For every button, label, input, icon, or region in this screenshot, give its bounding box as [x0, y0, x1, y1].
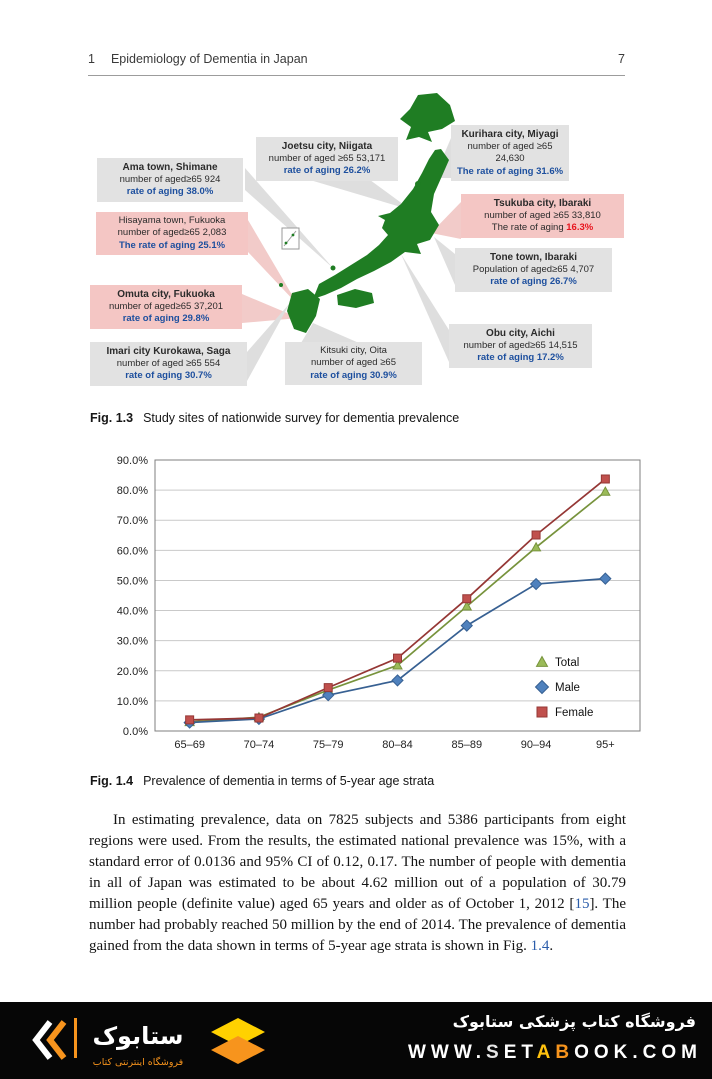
chapter-number: 1 [88, 52, 95, 66]
footer-url-letter: O [574, 1042, 594, 1063]
svg-text:80.0%: 80.0% [116, 485, 148, 498]
footer-watermark-bar [0, 1002, 712, 1079]
svg-text:40.0%: 40.0% [116, 605, 148, 618]
map-callout-obu-city [449, 324, 592, 368]
svg-text:50.0%: 50.0% [116, 575, 148, 588]
figure-1-3-caption [90, 411, 630, 425]
callout-line: number of aged≥65 2,083 [117, 227, 227, 239]
islands-inset-box [282, 228, 299, 249]
svg-text:95+: 95+ [596, 739, 615, 751]
footer-url-letter: . [475, 1042, 487, 1063]
footer-url-letter: W [430, 1042, 454, 1063]
footer-url-letter: B [555, 1042, 575, 1063]
svg-text:Female: Female [555, 707, 594, 719]
callout-line: number of aged ≥65 554 [116, 358, 221, 369]
callout-line: number of aged ≥65 [311, 357, 396, 369]
callout-rate: rate of aging 38.0% [126, 186, 214, 198]
callout-title: Obu city, Aichi [486, 328, 555, 339]
callout-title: Tone town, Ibaraki [489, 252, 578, 263]
svg-text:30.0%: 30.0% [116, 635, 148, 648]
callout-title: Kurihara city, Miyagi [461, 129, 559, 140]
prevalence-chart-svg [98, 450, 646, 754]
callout-title: Kitsuki city, Oita [320, 345, 387, 356]
map-callout-imari-city [90, 342, 247, 386]
paragraph-text: . [549, 938, 554, 954]
figure-caption-text: Study sites of nationwide survey for dementia prevalence [143, 411, 460, 425]
citation-link[interactable]: 1.4 [530, 938, 550, 954]
paragraph-text: ]. The number had probably reached 50 million by the end of 2014. The prevalence of dementia gained from the data shown in terms of 5-year age strata is shown in Fig. [89, 896, 627, 954]
callout-rate: rate of aging 17.2% [477, 352, 564, 364]
callout-title: Tsukuba city, Ibaraki [493, 198, 592, 209]
svg-text:20.0%: 20.0% [116, 665, 148, 678]
figure-label: Fig. 1.4 [90, 774, 134, 788]
footer-url-letter: M [681, 1042, 702, 1063]
footer-tagline: فروشگاه کتاب پزشکی ستابوک [452, 1012, 696, 1031]
map-callout-kurihara-city [451, 125, 569, 181]
callout-line: number of aged ≥65 53,171 [268, 153, 386, 164]
callout-rate: rate of aging 29.8% [122, 313, 210, 325]
svg-text:0.0%: 0.0% [122, 726, 148, 738]
callout-title: Omuta city, Fukuoka [117, 289, 215, 300]
footer-url-letter: S [486, 1042, 504, 1063]
logo-subtitle: فروشگاه اینترنتی کتاب [92, 1057, 184, 1068]
callout-rate: The rate of aging 16.3% [491, 222, 594, 234]
map-callout-joetsu-city [256, 137, 398, 181]
logo-title: ستابوک [92, 1022, 184, 1050]
callout-line: number of aged ≥65 33,810 [484, 210, 601, 221]
chapter-title: Epidemiology of Dementia in Japan [110, 52, 308, 66]
citation-link[interactable]: 15 [574, 896, 590, 912]
body-paragraph [89, 810, 626, 957]
svg-text:70.0%: 70.0% [116, 515, 148, 528]
map-callout-kitsuki-city [285, 342, 422, 385]
map-callout-hisayama-town [96, 212, 248, 255]
logo-chevron-icon [50, 1022, 64, 1058]
figure-1-3-map [85, 92, 633, 412]
callout-line: number of aged≥65 37,201 [108, 301, 224, 312]
page-header [88, 52, 625, 76]
map-callout-omuta-city [90, 285, 242, 329]
footer-url-letter: W [407, 1042, 431, 1063]
oki-islands [331, 266, 336, 271]
svg-text:Male: Male [555, 682, 580, 694]
footer-url-letter: O [593, 1042, 614, 1063]
hokkaido [400, 93, 455, 142]
figure-label: Fig. 1.3 [90, 411, 134, 425]
page-number: 7 [618, 52, 625, 66]
figure-caption-text: Prevalence of dementia in terms of 5-year age strata [143, 774, 435, 788]
svg-text:90.0%: 90.0% [116, 455, 148, 467]
callout-line: number of aged≥65 924 [119, 174, 221, 185]
logo-emblem-icon [211, 1036, 265, 1064]
callout-rate: rate of aging 26.2% [283, 165, 371, 177]
callout-line: 24,630 [495, 153, 525, 165]
paragraph-text: In estimating prevalence, data on 7825 subjects and 5386 participants from eight regions were used. From the results, the estimated national prevalence was 15%, with a standard error of 0.0136 and 95% CI of 0.12, 0.17. The number of people with dementia in all of Japan was estimated to be about 4.62 million out of a population of 30.79 million people (definite value) aged 65 years and older as of October 1, 2012 [ [89, 812, 626, 912]
svg-text:85–89: 85–89 [451, 739, 483, 751]
footer-url-letter: T [521, 1042, 537, 1063]
map-callout-tone-town [455, 248, 612, 292]
footer-url-letter: K [613, 1042, 633, 1063]
svg-text:90–94: 90–94 [520, 739, 552, 751]
footer-url-letter: C [642, 1042, 662, 1063]
svg-text:70–74: 70–74 [243, 739, 275, 751]
figure-1-4-chart [98, 450, 646, 754]
callout-rate: The rate of aging 25.1% [118, 239, 226, 251]
svg-text:65–69: 65–69 [174, 739, 205, 751]
svg-text:10.0%: 10.0% [116, 695, 148, 708]
callout-title: Joetsu city, Niigata [281, 141, 373, 152]
footer-url-letter: . [632, 1042, 643, 1063]
figure-1-4-caption [90, 774, 630, 788]
shikoku [337, 289, 374, 308]
svg-text:75–79: 75–79 [312, 739, 344, 751]
tsushima-island [279, 283, 283, 287]
callout-title: Ama town, Shimane [122, 162, 218, 173]
setabook-logo [26, 1008, 286, 1072]
callout-title: Hisayama town, Fukuoka [118, 215, 226, 226]
callout-rate: The rate of aging 31.6% [456, 165, 564, 177]
svg-text:80–84: 80–84 [382, 739, 413, 751]
callout-rate: rate of aging 30.9% [310, 369, 397, 381]
callout-line: number of aged ≥65 [467, 141, 553, 152]
footer-url-letter: A [536, 1042, 556, 1063]
map-callout-tsukuba-city [461, 194, 624, 238]
svg-text:Total: Total [555, 657, 580, 669]
callout-line: number of aged≥65 14,515 [463, 340, 578, 351]
svg-text:60.0%: 60.0% [116, 545, 148, 558]
callout-line: Population of aged≥65 4,707 [472, 264, 595, 275]
callout-rate: rate of aging 30.7% [125, 370, 212, 382]
map-callout-ama-town [97, 158, 243, 202]
footer-url-letter: W [453, 1042, 476, 1063]
footer-url-letter: O [661, 1042, 682, 1063]
sado-island [415, 181, 421, 187]
callout-title: Imari city Kurokawa, Saga [106, 346, 231, 357]
callout-rate: rate of aging 26.7% [490, 276, 577, 288]
logo-divider [74, 1018, 77, 1058]
footer-url [408, 1042, 702, 1064]
footer-url-letter: E [503, 1042, 522, 1063]
japan-map [279, 93, 455, 333]
